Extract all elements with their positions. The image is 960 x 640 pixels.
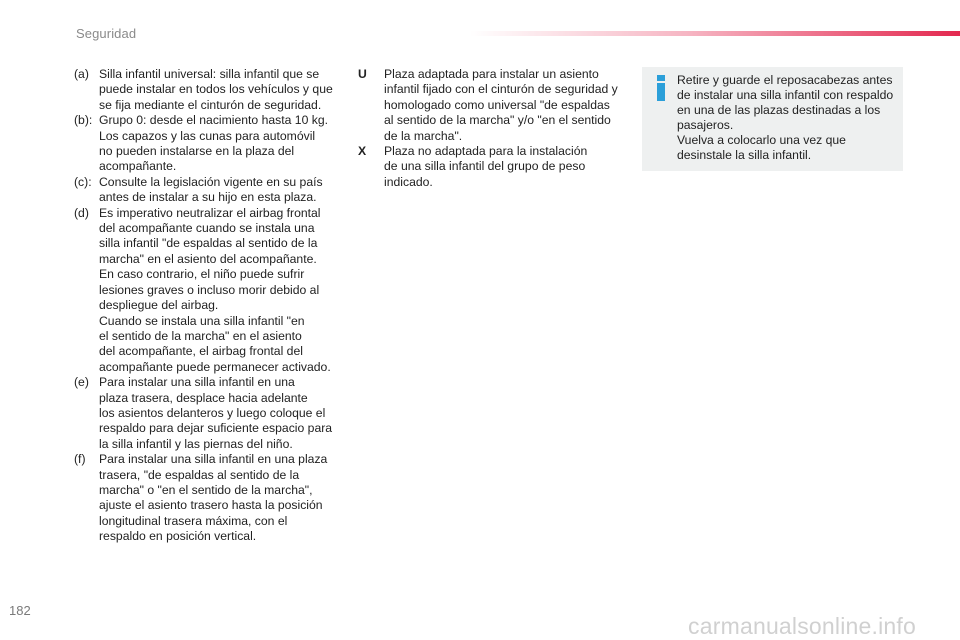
info-icon [656, 75, 668, 97]
legend-key: X [358, 144, 367, 159]
note-item [74, 113, 340, 175]
notes-column [74, 67, 340, 545]
info-note-text: Retire y guarde el reposacabezas antes de instalar una silla infantil con respaldo en una de las plazas destinadas a los pasajeros. Vuelva a colocarlo una vez que desinstale la silla infantil. [677, 73, 894, 162]
note-mark: (a) [74, 67, 89, 81]
legend-column [358, 67, 620, 190]
page-number: 182 [9, 603, 31, 618]
note-mark: (f) [74, 452, 86, 467]
note-mark: (d) [74, 205, 89, 220]
note-item [74, 206, 340, 375]
note-item [74, 175, 340, 206]
note-item [74, 375, 340, 452]
note-item [74, 67, 340, 113]
header-accent-bar [470, 31, 960, 36]
legend-text: Plaza no adaptada para la instalación de una silla infantil del grupo de peso indicado. [384, 144, 588, 189]
note-text: Es imperativo neutralizar el airbag frontal del acompañante cuando se instala una silla infantil "de espaldas al sentido de la marcha" en el asiento del acompañante. En caso contrario, el niño puede sufrir lesiones graves o incluso morir debido al despliegue del airbag. Cuando se instala una silla infantil "en el sentido de la marcha" en el asiento del acompañante, el airbag frontal del acompañante puede permanecer activado. [99, 205, 331, 374]
note-text: Consulte la legislación vigente en su país antes de instalar a su hijo en esta plaza. [99, 174, 323, 205]
legend-key: U [358, 67, 367, 81]
note-mark: (c): [74, 174, 92, 189]
legend-item-x [358, 144, 620, 190]
legend-text: Plaza adaptada para instalar un asiento infantil fijado con el cinturón de seguridad y homologado como universal "de espaldas al sentido de la marcha" y/o "en el sentido de la marcha". [384, 67, 618, 143]
info-note-box [642, 67, 903, 171]
legend-item-u [358, 67, 620, 144]
note-item [74, 452, 340, 544]
note-text: Silla infantil universal: silla infantil que se puede instalar en todos los vehículos y que se fija mediante el cinturón de seguridad. [99, 67, 333, 112]
section-title: Seguridad [76, 26, 137, 41]
note-text: Para instalar una silla infantil en una plaza trasera, "de espaldas al sentido de la marcha" o "en el sentido de la marcha", ajuste el asiento trasero hasta la posición longitudinal trasera máxima, con el respaldo en posición vertical. [99, 452, 328, 544]
note-text: Para instalar una silla infantil en una plaza trasera, desplace hacia adelante los asientos delanteros y luego coloque el respaldo para dejar suficiente espacio para la silla infantil y las piernas del niño. [99, 375, 333, 451]
note-text: Grupo 0: desde el nacimiento hasta 10 kg. Los capazos y las cunas para automóvil no pueden instalarse en la plaza del acompañante. [99, 113, 328, 174]
note-mark: (b): [74, 113, 93, 128]
watermark: carmanualsonline.info [688, 613, 916, 639]
note-mark: (e) [74, 375, 89, 390]
